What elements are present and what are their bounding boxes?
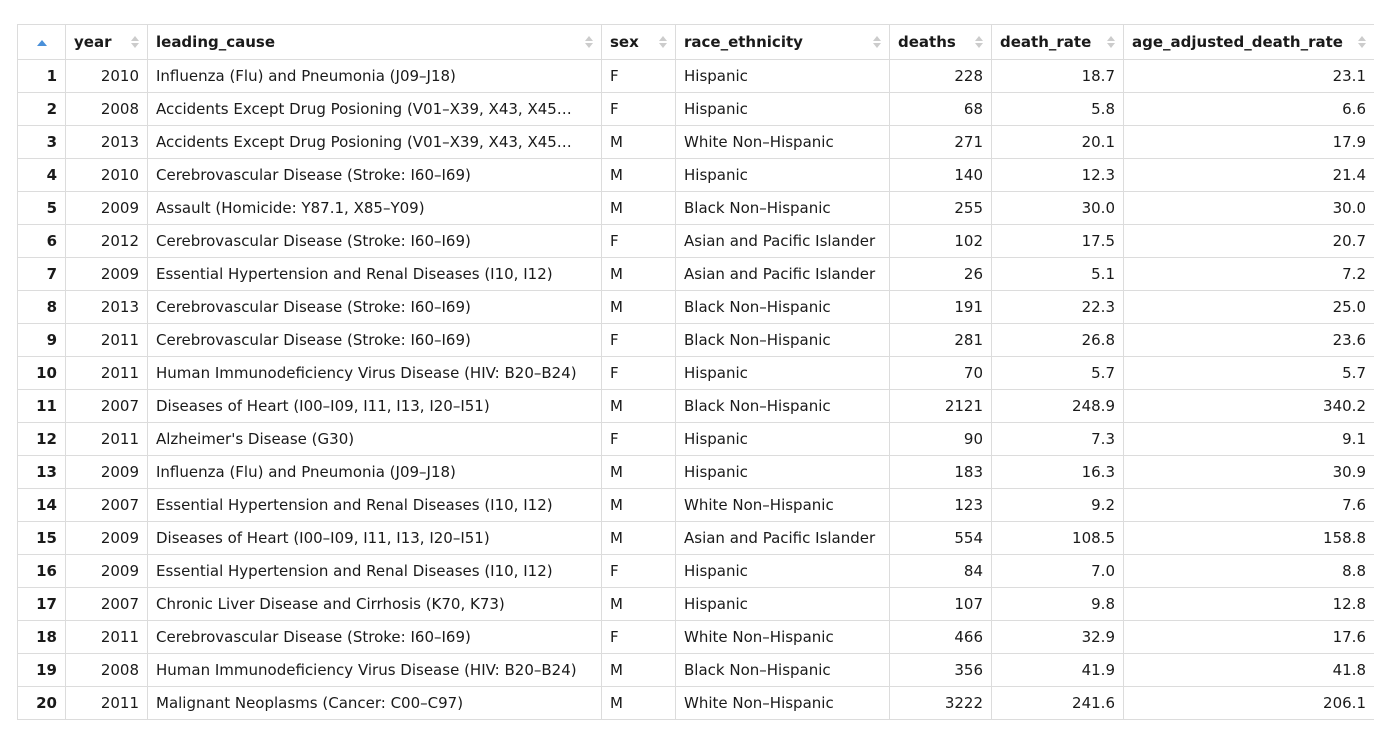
cell-leading-cause: Cerebrovascular Disease (Stroke: I60–I69) bbox=[148, 324, 602, 357]
cell-age-adjusted-death-rate: 9.1 bbox=[1124, 423, 1375, 456]
cell-sex: M bbox=[602, 456, 676, 489]
row-number: 20 bbox=[18, 687, 66, 720]
row-number: 16 bbox=[18, 555, 66, 588]
cell-death-rate: 5.8 bbox=[992, 93, 1124, 126]
row-number: 6 bbox=[18, 225, 66, 258]
table-row bbox=[18, 159, 1375, 192]
cell-leading-cause: Human Immunodeficiency Virus Disease (HIV: B20–B24) bbox=[148, 654, 602, 687]
table-row bbox=[18, 258, 1375, 291]
column-header-race-ethnicity[interactable] bbox=[676, 25, 890, 60]
cell-race-ethnicity: White Non–Hispanic bbox=[676, 621, 890, 654]
cell-year: 2012 bbox=[66, 225, 148, 258]
cell-race-ethnicity: Asian and Pacific Islander bbox=[676, 225, 890, 258]
cell-deaths: 3222 bbox=[890, 687, 992, 720]
row-number: 3 bbox=[18, 126, 66, 159]
cell-death-rate: 30.0 bbox=[992, 192, 1124, 225]
cell-year: 2008 bbox=[66, 93, 148, 126]
cell-race-ethnicity: Hispanic bbox=[676, 456, 890, 489]
table-row bbox=[18, 60, 1375, 93]
cell-death-rate: 26.8 bbox=[992, 324, 1124, 357]
cell-age-adjusted-death-rate: 17.6 bbox=[1124, 621, 1375, 654]
cell-leading-cause: Human Immunodeficiency Virus Disease (HIV: B20–B24) bbox=[148, 357, 602, 390]
cell-age-adjusted-death-rate: 206.1 bbox=[1124, 687, 1375, 720]
cell-deaths: 228 bbox=[890, 60, 992, 93]
cell-age-adjusted-death-rate: 23.6 bbox=[1124, 324, 1375, 357]
cell-sex: F bbox=[602, 423, 676, 456]
table-row bbox=[18, 555, 1375, 588]
cell-year: 2010 bbox=[66, 60, 148, 93]
cell-race-ethnicity: Black Non–Hispanic bbox=[676, 654, 890, 687]
cell-sex: F bbox=[602, 555, 676, 588]
column-header-label: age_adjusted_death_rate bbox=[1132, 33, 1343, 51]
cell-death-rate: 5.7 bbox=[992, 357, 1124, 390]
table-row bbox=[18, 390, 1375, 423]
cell-race-ethnicity: White Non–Hispanic bbox=[676, 687, 890, 720]
cell-death-rate: 9.8 bbox=[992, 588, 1124, 621]
row-number: 9 bbox=[18, 324, 66, 357]
sort-toggle-icon bbox=[873, 36, 881, 48]
cell-age-adjusted-death-rate: 158.8 bbox=[1124, 522, 1375, 555]
cell-sex: M bbox=[602, 390, 676, 423]
cell-leading-cause: Cerebrovascular Disease (Stroke: I60–I69) bbox=[148, 225, 602, 258]
cell-age-adjusted-death-rate: 8.8 bbox=[1124, 555, 1375, 588]
table-row bbox=[18, 456, 1375, 489]
cell-death-rate: 16.3 bbox=[992, 456, 1124, 489]
cell-year: 2007 bbox=[66, 390, 148, 423]
row-number: 11 bbox=[18, 390, 66, 423]
cell-deaths: 68 bbox=[890, 93, 992, 126]
cell-leading-cause: Influenza (Flu) and Pneumonia (J09–J18) bbox=[148, 60, 602, 93]
column-header-label: deaths bbox=[898, 33, 956, 51]
cell-deaths: 90 bbox=[890, 423, 992, 456]
cell-deaths: 84 bbox=[890, 555, 992, 588]
cell-death-rate: 41.9 bbox=[992, 654, 1124, 687]
cell-sex: M bbox=[602, 489, 676, 522]
cell-leading-cause: Diseases of Heart (I00–I09, I11, I13, I20–I51) bbox=[148, 390, 602, 423]
cell-age-adjusted-death-rate: 7.2 bbox=[1124, 258, 1375, 291]
row-number: 1 bbox=[18, 60, 66, 93]
cell-leading-cause: Cerebrovascular Disease (Stroke: I60–I69) bbox=[148, 291, 602, 324]
row-number: 13 bbox=[18, 456, 66, 489]
row-number: 19 bbox=[18, 654, 66, 687]
sort-toggle-icon bbox=[131, 36, 139, 48]
cell-race-ethnicity: White Non–Hispanic bbox=[676, 489, 890, 522]
cell-deaths: 70 bbox=[890, 357, 992, 390]
cell-leading-cause: Assault (Homicide: Y87.1, X85–Y09) bbox=[148, 192, 602, 225]
cell-deaths: 466 bbox=[890, 621, 992, 654]
cell-age-adjusted-death-rate: 7.6 bbox=[1124, 489, 1375, 522]
cell-race-ethnicity: Hispanic bbox=[676, 588, 890, 621]
cell-leading-cause: Accidents Except Drug Posioning (V01–X39, X43, X45… bbox=[148, 93, 602, 126]
cell-age-adjusted-death-rate: 5.7 bbox=[1124, 357, 1375, 390]
cell-sex: M bbox=[602, 258, 676, 291]
table-row bbox=[18, 654, 1375, 687]
row-number: 2 bbox=[18, 93, 66, 126]
row-number: 17 bbox=[18, 588, 66, 621]
cell-year: 2011 bbox=[66, 423, 148, 456]
cell-age-adjusted-death-rate: 25.0 bbox=[1124, 291, 1375, 324]
cell-death-rate: 32.9 bbox=[992, 621, 1124, 654]
row-number: 4 bbox=[18, 159, 66, 192]
cell-age-adjusted-death-rate: 6.6 bbox=[1124, 93, 1375, 126]
table-row bbox=[18, 621, 1375, 654]
data-viewer bbox=[17, 24, 1374, 744]
cell-death-rate: 7.3 bbox=[992, 423, 1124, 456]
header-row bbox=[18, 25, 1375, 60]
table-row bbox=[18, 225, 1375, 258]
cell-deaths: 271 bbox=[890, 126, 992, 159]
cell-year: 2009 bbox=[66, 192, 148, 225]
cell-race-ethnicity: Asian and Pacific Islander bbox=[676, 522, 890, 555]
cell-year: 2007 bbox=[66, 489, 148, 522]
cell-leading-cause: Chronic Liver Disease and Cirrhosis (K70, K73) bbox=[148, 588, 602, 621]
cell-death-rate: 5.1 bbox=[992, 258, 1124, 291]
table-row bbox=[18, 489, 1375, 522]
cell-year: 2013 bbox=[66, 291, 148, 324]
cell-leading-cause: Accidents Except Drug Posioning (V01–X39, X43, X45… bbox=[148, 126, 602, 159]
cell-age-adjusted-death-rate: 30.9 bbox=[1124, 456, 1375, 489]
cell-year: 2007 bbox=[66, 588, 148, 621]
cell-deaths: 183 bbox=[890, 456, 992, 489]
cell-deaths: 554 bbox=[890, 522, 992, 555]
cell-age-adjusted-death-rate: 23.1 bbox=[1124, 60, 1375, 93]
cell-deaths: 123 bbox=[890, 489, 992, 522]
row-number: 12 bbox=[18, 423, 66, 456]
table-row bbox=[18, 687, 1375, 720]
cell-age-adjusted-death-rate: 12.8 bbox=[1124, 588, 1375, 621]
cell-sex: M bbox=[602, 588, 676, 621]
cell-age-adjusted-death-rate: 20.7 bbox=[1124, 225, 1375, 258]
row-number: 7 bbox=[18, 258, 66, 291]
cell-deaths: 107 bbox=[890, 588, 992, 621]
table-row bbox=[18, 423, 1375, 456]
cell-leading-cause: Influenza (Flu) and Pneumonia (J09–J18) bbox=[148, 456, 602, 489]
table-row bbox=[18, 93, 1375, 126]
cell-year: 2011 bbox=[66, 621, 148, 654]
cell-deaths: 2121 bbox=[890, 390, 992, 423]
cell-death-rate: 20.1 bbox=[992, 126, 1124, 159]
table-body bbox=[18, 60, 1375, 720]
column-header-label: year bbox=[74, 33, 112, 51]
column-header-death-rate[interactable] bbox=[992, 25, 1124, 60]
sort-toggle-icon bbox=[1358, 36, 1366, 48]
cell-race-ethnicity: Black Non–Hispanic bbox=[676, 390, 890, 423]
cell-death-rate: 248.9 bbox=[992, 390, 1124, 423]
cell-death-rate: 22.3 bbox=[992, 291, 1124, 324]
cell-race-ethnicity: Hispanic bbox=[676, 159, 890, 192]
cell-year: 2009 bbox=[66, 555, 148, 588]
cell-deaths: 102 bbox=[890, 225, 992, 258]
table-row bbox=[18, 522, 1375, 555]
cell-age-adjusted-death-rate: 340.2 bbox=[1124, 390, 1375, 423]
cell-sex: M bbox=[602, 291, 676, 324]
cell-sex: F bbox=[602, 357, 676, 390]
cell-age-adjusted-death-rate: 41.8 bbox=[1124, 654, 1375, 687]
column-header-leading-cause[interactable] bbox=[148, 25, 602, 60]
cell-leading-cause: Essential Hypertension and Renal Diseases (I10, I12) bbox=[148, 555, 602, 588]
row-number: 15 bbox=[18, 522, 66, 555]
cell-death-rate: 17.5 bbox=[992, 225, 1124, 258]
cell-leading-cause: Diseases of Heart (I00–I09, I11, I13, I20–I51) bbox=[148, 522, 602, 555]
table-row bbox=[18, 357, 1375, 390]
cell-year: 2011 bbox=[66, 324, 148, 357]
cell-age-adjusted-death-rate: 17.9 bbox=[1124, 126, 1375, 159]
cell-year: 2013 bbox=[66, 126, 148, 159]
cell-sex: M bbox=[602, 687, 676, 720]
cell-leading-cause: Malignant Neoplasms (Cancer: C00–C97) bbox=[148, 687, 602, 720]
cell-sex: M bbox=[602, 159, 676, 192]
cell-race-ethnicity: Asian and Pacific Islander bbox=[676, 258, 890, 291]
cell-deaths: 140 bbox=[890, 159, 992, 192]
column-header-label: race_ethnicity bbox=[684, 33, 803, 51]
cell-sex: F bbox=[602, 60, 676, 93]
cell-death-rate: 241.6 bbox=[992, 687, 1124, 720]
table-row bbox=[18, 192, 1375, 225]
cell-race-ethnicity: Hispanic bbox=[676, 93, 890, 126]
sort-toggle-icon bbox=[659, 36, 667, 48]
cell-sex: F bbox=[602, 621, 676, 654]
cell-race-ethnicity: Black Non–Hispanic bbox=[676, 192, 890, 225]
cell-leading-cause: Essential Hypertension and Renal Diseases (I10, I12) bbox=[148, 258, 602, 291]
column-header-label: sex bbox=[610, 33, 639, 51]
sort-toggle-icon bbox=[975, 36, 983, 48]
row-number: 10 bbox=[18, 357, 66, 390]
cell-leading-cause: Cerebrovascular Disease (Stroke: I60–I69) bbox=[148, 621, 602, 654]
cell-deaths: 26 bbox=[890, 258, 992, 291]
column-header-year[interactable] bbox=[66, 25, 148, 60]
sort-ascending-icon bbox=[37, 40, 47, 46]
cell-sex: M bbox=[602, 126, 676, 159]
cell-sex: M bbox=[602, 654, 676, 687]
cell-age-adjusted-death-rate: 21.4 bbox=[1124, 159, 1375, 192]
cell-sex: M bbox=[602, 192, 676, 225]
cell-leading-cause: Alzheimer's Disease (G30) bbox=[148, 423, 602, 456]
row-number: 8 bbox=[18, 291, 66, 324]
table-row bbox=[18, 324, 1375, 357]
cell-race-ethnicity: Hispanic bbox=[676, 555, 890, 588]
cell-deaths: 356 bbox=[890, 654, 992, 687]
cell-death-rate: 12.3 bbox=[992, 159, 1124, 192]
cell-year: 2011 bbox=[66, 357, 148, 390]
table-row bbox=[18, 588, 1375, 621]
cell-race-ethnicity: Hispanic bbox=[676, 357, 890, 390]
cell-death-rate: 7.0 bbox=[992, 555, 1124, 588]
column-header-age-adjusted-death-rate[interactable] bbox=[1124, 25, 1375, 60]
cell-deaths: 281 bbox=[890, 324, 992, 357]
cell-race-ethnicity: White Non–Hispanic bbox=[676, 126, 890, 159]
table-row bbox=[18, 126, 1375, 159]
cell-leading-cause: Essential Hypertension and Renal Diseases (I10, I12) bbox=[148, 489, 602, 522]
cell-year: 2009 bbox=[66, 456, 148, 489]
cell-sex: F bbox=[602, 225, 676, 258]
sort-toggle-icon bbox=[585, 36, 593, 48]
cell-year: 2009 bbox=[66, 522, 148, 555]
cell-year: 2008 bbox=[66, 654, 148, 687]
cell-sex: M bbox=[602, 522, 676, 555]
column-header-rownum[interactable] bbox=[18, 25, 66, 60]
column-header-deaths[interactable] bbox=[890, 25, 992, 60]
cell-sex: F bbox=[602, 93, 676, 126]
column-header-label: death_rate bbox=[1000, 33, 1092, 51]
cell-year: 2011 bbox=[66, 687, 148, 720]
table-row bbox=[18, 291, 1375, 324]
cell-death-rate: 108.5 bbox=[992, 522, 1124, 555]
cell-age-adjusted-death-rate: 30.0 bbox=[1124, 192, 1375, 225]
cell-death-rate: 9.2 bbox=[992, 489, 1124, 522]
row-number: 18 bbox=[18, 621, 66, 654]
cell-race-ethnicity: Hispanic bbox=[676, 60, 890, 93]
row-number: 5 bbox=[18, 192, 66, 225]
cell-sex: F bbox=[602, 324, 676, 357]
cell-year: 2009 bbox=[66, 258, 148, 291]
cell-deaths: 191 bbox=[890, 291, 992, 324]
sort-toggle-icon bbox=[1107, 36, 1115, 48]
data-table bbox=[17, 24, 1374, 720]
cell-race-ethnicity: Black Non–Hispanic bbox=[676, 324, 890, 357]
cell-race-ethnicity: Hispanic bbox=[676, 423, 890, 456]
column-header-label: leading_cause bbox=[156, 33, 276, 51]
column-header-sex[interactable] bbox=[602, 25, 676, 60]
cell-year: 2010 bbox=[66, 159, 148, 192]
cell-leading-cause: Cerebrovascular Disease (Stroke: I60–I69) bbox=[148, 159, 602, 192]
cell-deaths: 255 bbox=[890, 192, 992, 225]
cell-death-rate: 18.7 bbox=[992, 60, 1124, 93]
row-number: 14 bbox=[18, 489, 66, 522]
cell-race-ethnicity: Black Non–Hispanic bbox=[676, 291, 890, 324]
